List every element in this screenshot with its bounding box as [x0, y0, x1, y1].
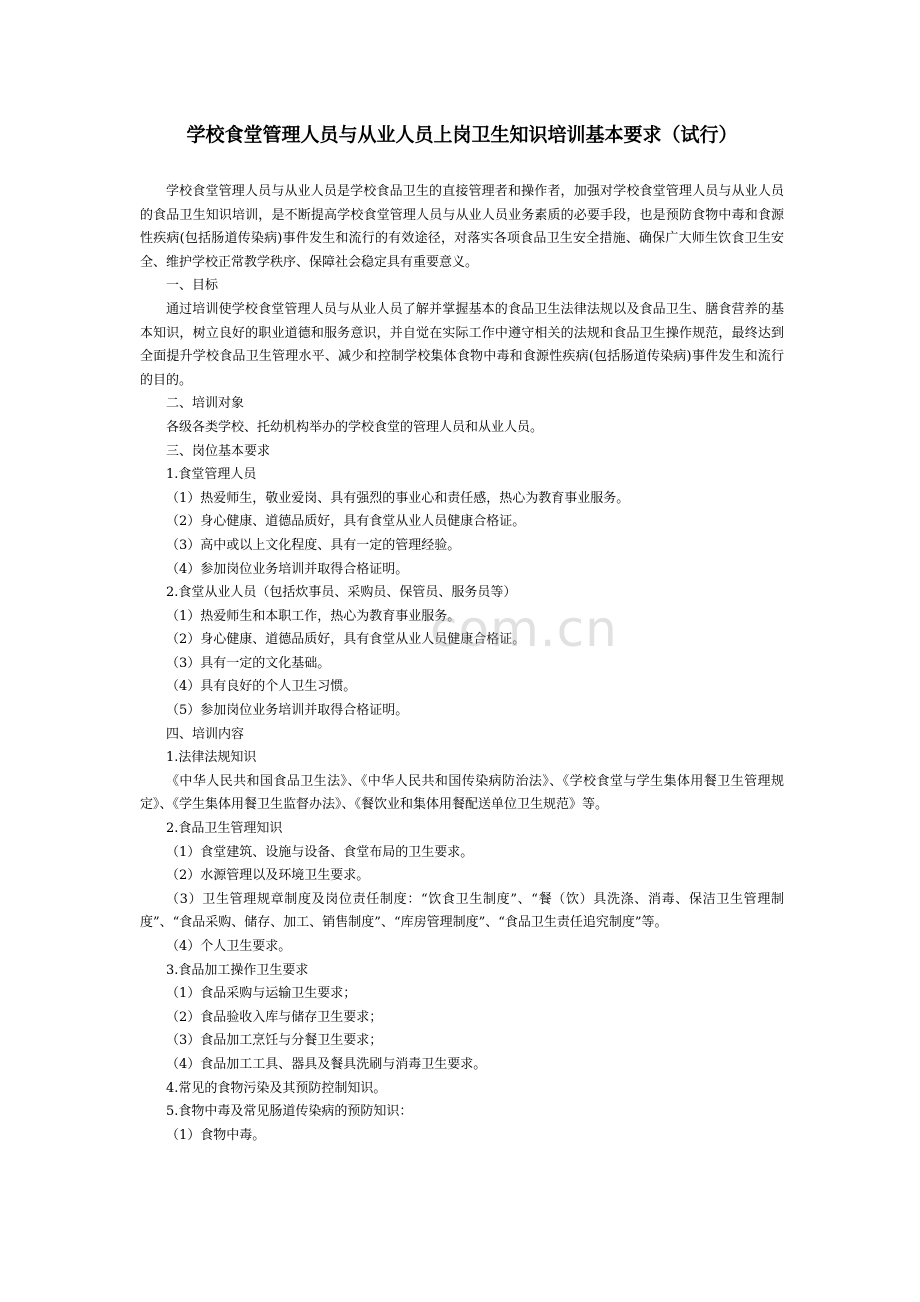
section-heading-goal: 一、目标 — [166, 278, 219, 294]
list-item: （4）具有良好的个人卫生习惯。 — [166, 679, 357, 695]
list-item: （2）水源管理以及环境卫生要求。 — [166, 868, 370, 884]
section-heading-target: 二、培训对象 — [166, 396, 245, 412]
watermark: com.cn — [430, 600, 618, 658]
goal-paragraph: 通过培训使学校食堂管理人员与从业人员了解并掌握基本的食品卫生法律法规以及食品卫生、膳食营养的基本知识，树立良好的职业道德和服务意识，并自觉在实际工作中遵守相关的法规和食品卫生操作规范，最终达到全面提升学校食品卫生管理水平、减少和控制学校集体食物中毒和食源性疾病(包括肠道传染病)事件发生和流行的目的。 — [140, 301, 784, 388]
list-item: （1）热爱师生，敬业爱岗、具有强烈的事业心和责任感，热心为教育事业服务。 — [166, 490, 630, 506]
list-item: （3）卫生管理规章制度及岗位责任制度：“饮食卫生制度”、“餐（饮）具洗涤、消毒、保洁卫生管理制度”、“食品采购、储存、加工、销售制度”、“库房管理制度”、“食品卫生责任追究制度”等。 — [140, 891, 784, 931]
subsection-heading: 1.食堂管理人员 — [166, 467, 257, 483]
list-item: （4）食品加工工具、器具及餐具洗刷与消毒卫生要求。 — [166, 1056, 487, 1072]
list-item: （3）高中或以上文化程度、具有一定的管理经验。 — [166, 537, 461, 553]
section-heading-content: 四、培训内容 — [166, 726, 245, 742]
list-item: （1）食堂建筑、设施与设备、食堂布局的卫生要求。 — [166, 844, 474, 860]
subsection-heading: 5.食物中毒及常见肠道传染病的预防知识： — [166, 1104, 413, 1120]
document-body — [140, 180, 784, 1147]
list-item: （2）食品验收入库与储存卫生要求； — [166, 1009, 383, 1025]
target-paragraph: 各级各类学校、托幼机构举办的学校食堂的管理人员和从业人员。 — [166, 419, 544, 435]
section-heading-requirements: 三、岗位基本要求 — [166, 443, 271, 459]
subsection-heading: 1.法律法规知识 — [166, 750, 257, 766]
list-item: （3）具有一定的文化基础。 — [166, 655, 331, 671]
subsection-heading: 2.食品卫生管理知识 — [166, 821, 283, 837]
subsection-heading: 3.食品加工操作卫生要求 — [166, 962, 309, 978]
intro-paragraph: 学校食堂管理人员与从业人员是学校食品卫生的直接管理者和操作者，加强对学校食堂管理人员与从业人员的食品卫生知识培训，是不断提高学校食堂管理人员与从业人员业务素质的必要手段，也是预防食物中毒和食源性疾病(包括肠道传染病)事件发生和流行的有效途径，对落实各项食品卫生安全措施、确保广大师生饮食卫生安全、维护学校正常教学秩序、保障社会稳定具有重要意义。 — [140, 184, 784, 270]
subsection-heading: 4.常见的食物污染及其预防控制知识。 — [166, 1080, 387, 1096]
list-item: （2）身心健康、道德品质好，具有食堂从业人员健康合格证。 — [166, 514, 526, 530]
list-item: （1）食物中毒。 — [166, 1127, 266, 1143]
document-title: 学校食堂管理人员与从业人员上岗卫生知识培训基本要求（试行） — [186, 124, 738, 146]
list-item: （4）参加岗位业务培训并取得合格证明。 — [166, 561, 409, 577]
list-item: （4）个人卫生要求。 — [166, 939, 292, 954]
list-item: （3）食品加工烹饪与分餐卫生要求； — [166, 1033, 383, 1049]
list-item: （1）热爱师生和本职工作，热心为教育事业服务。 — [166, 608, 461, 624]
list-item: （2）身心健康、道德品质好，具有食堂从业人员健康合格证。 — [166, 632, 526, 648]
laws-paragraph: 《中华人民共和国食品卫生法》、《中华人民共和国传染病防治法》、《学校食堂与学生集体用餐卫生管理规定》、《学生集体用餐卫生监督办法》、《餐饮业和集体用餐配送单位卫生规范》等。 — [140, 773, 784, 813]
subsection-heading: 2.食堂从业人员（包括炊事员、采购员、保管员、服务员等） — [166, 585, 517, 601]
list-item: （5）参加岗位业务培训并取得合格证明。 — [166, 703, 409, 719]
list-item: （1）食品采购与运输卫生要求； — [166, 986, 357, 1002]
